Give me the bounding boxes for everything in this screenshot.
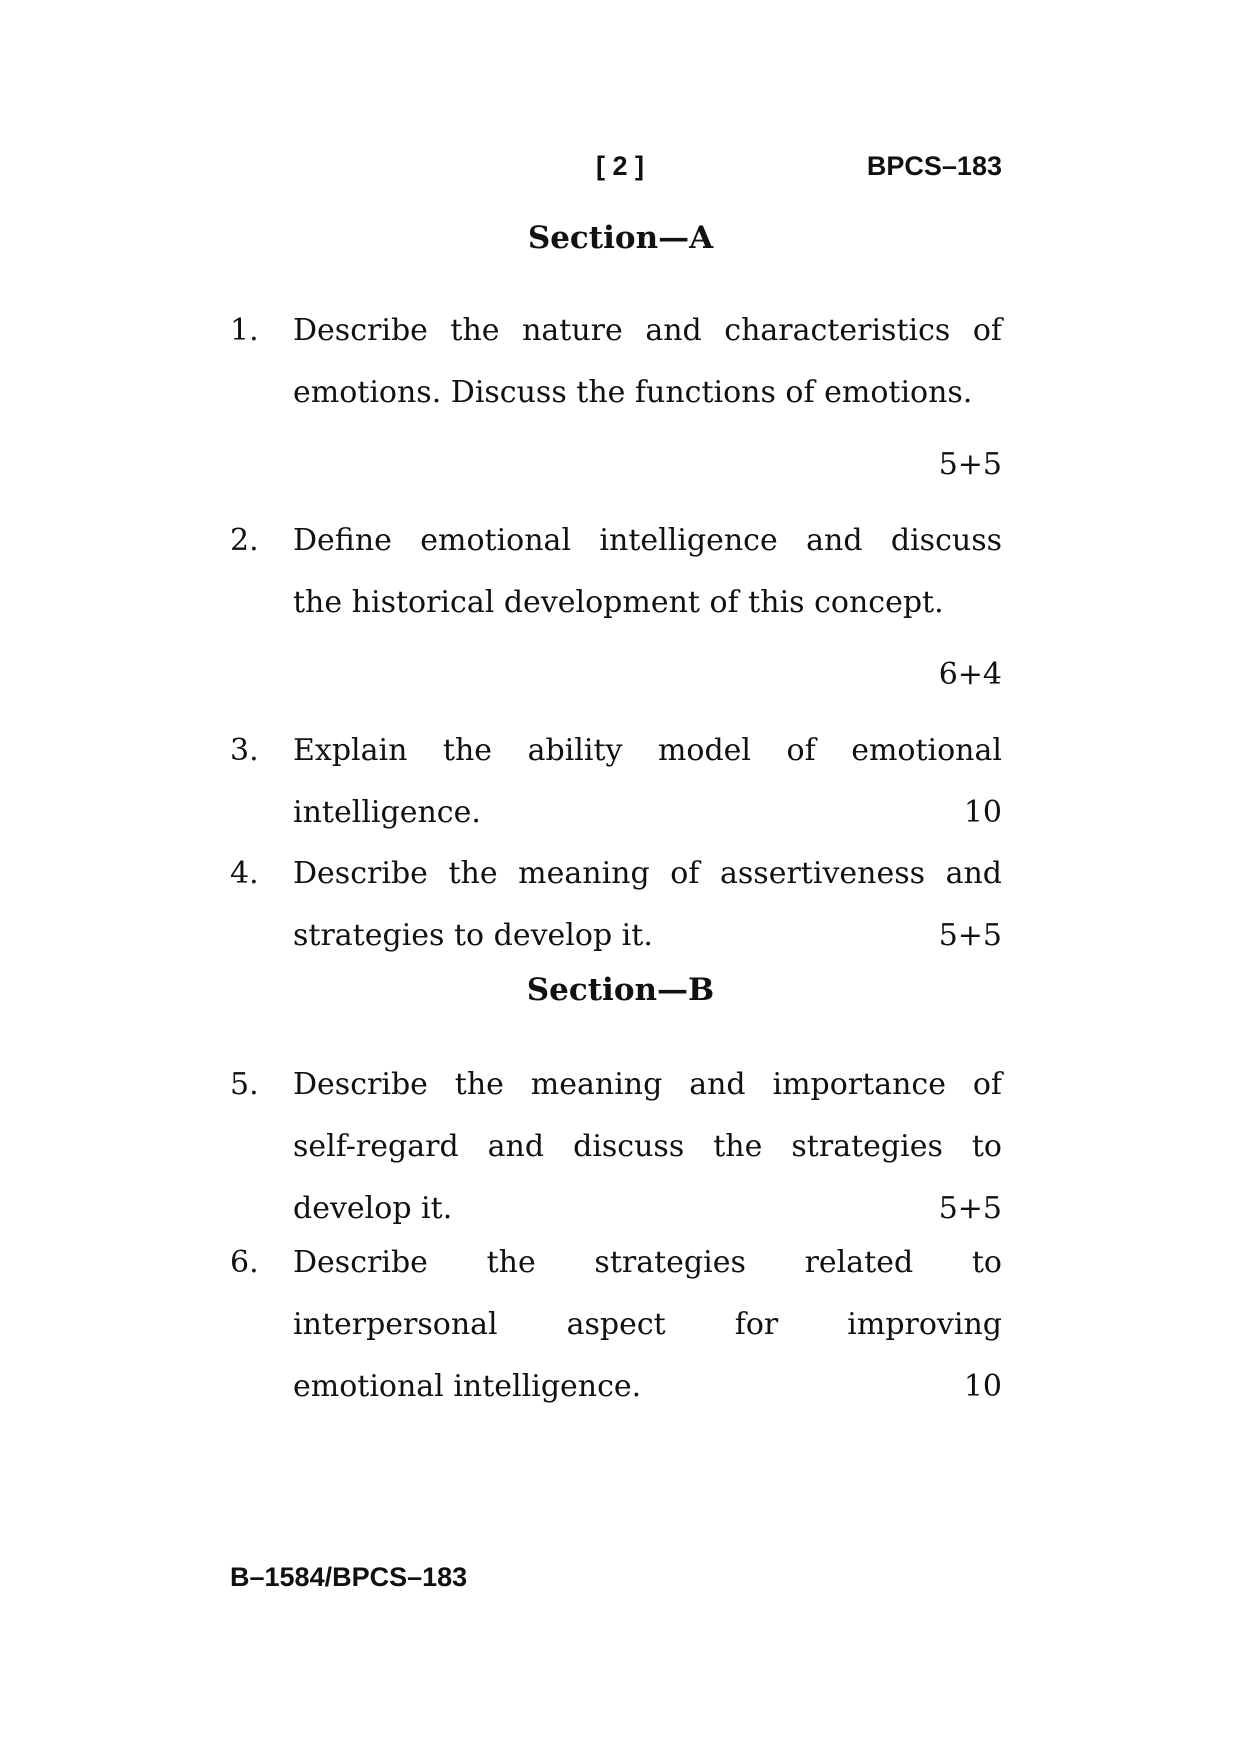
question-text-line: Describe the meaning and importance of xyxy=(293,1067,1002,1102)
question-marks: 10 xyxy=(963,795,1002,830)
question-number: 5. xyxy=(230,1067,259,1102)
question-last-line xyxy=(293,905,1002,967)
question-text-line: strategies to develop it. xyxy=(293,918,653,953)
question-marks: 5+5 xyxy=(938,918,1002,953)
question-last-line xyxy=(293,782,1002,844)
question-text-line: Describe the nature and characteristics of xyxy=(293,313,1002,348)
question-text-line: intelligence. xyxy=(293,795,481,830)
question-marks: 6+4 xyxy=(938,657,1002,692)
question-text-line: develop it. xyxy=(293,1191,453,1226)
section-a-heading: Section—A xyxy=(527,220,714,256)
question-text-line: emotions. Discuss the functions of emotions. xyxy=(293,375,973,410)
question-number: 4. xyxy=(230,856,259,891)
question-text-line: Describe the meaning of assertiveness and xyxy=(293,856,1002,891)
question-text-line: interpersonal aspect for improving xyxy=(293,1307,1002,1342)
question-text-line: Explain the ability model of emotional xyxy=(293,733,1002,768)
footer-paper-code: B–1584/BPCS–183 xyxy=(230,1562,468,1592)
question-marks: 10 xyxy=(963,1369,1002,1404)
question-marks: 5+5 xyxy=(938,1191,1002,1226)
question-last-line xyxy=(293,1178,1002,1240)
question-marks: 5+5 xyxy=(938,447,1002,482)
section-b-heading: Section—B xyxy=(526,972,715,1008)
question-number: 6. xyxy=(230,1245,259,1280)
question-text-line: Define emotional intelligence and discuss xyxy=(293,523,1002,558)
question-text-line: emotional intelligence. xyxy=(293,1369,642,1404)
question-body xyxy=(293,510,1002,706)
question-body xyxy=(293,720,1002,844)
question-body xyxy=(293,1232,1002,1418)
question-body xyxy=(293,843,1002,967)
page-number: [ 2 ] xyxy=(596,151,645,181)
question-number: 2. xyxy=(230,523,259,558)
question-number: 3. xyxy=(230,733,259,768)
question-text-line: Describe the strategies related to xyxy=(293,1245,1002,1280)
question-body xyxy=(293,300,1002,496)
question-number: 1. xyxy=(230,313,259,348)
question-text-line: self-regard and discuss the strategies to xyxy=(293,1129,1002,1164)
question-body xyxy=(293,1054,1002,1240)
paper-code: BPCS–183 xyxy=(866,151,1002,181)
question-text-line: the historical development of this concept. xyxy=(293,585,944,620)
question-last-line xyxy=(293,1356,1002,1418)
